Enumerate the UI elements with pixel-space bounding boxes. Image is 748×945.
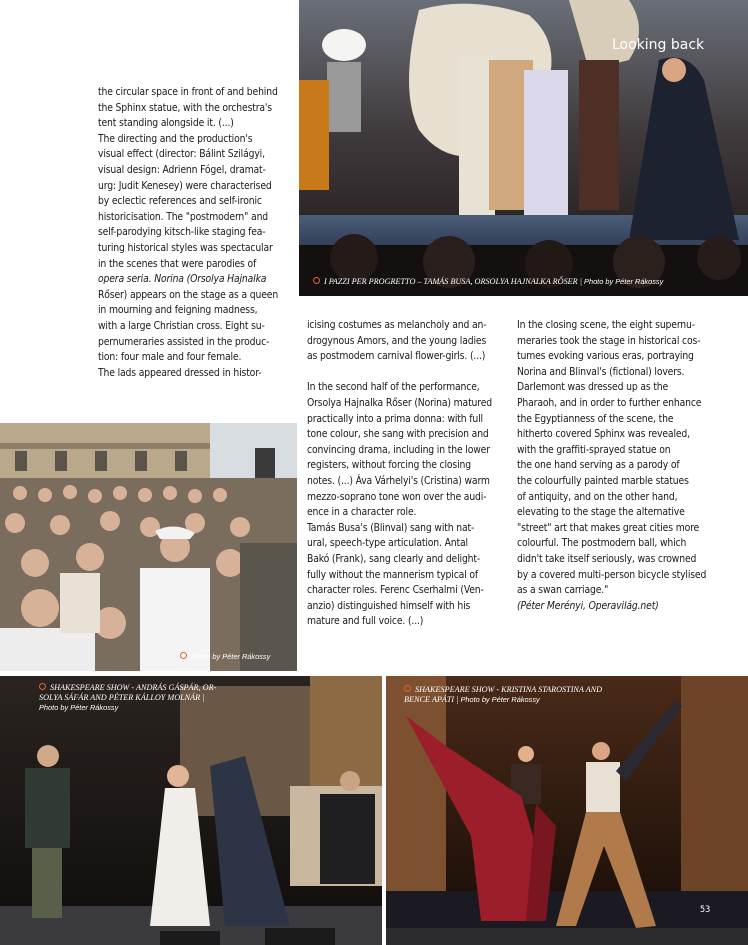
photo-credit: Photo by Péter Rákossy <box>584 277 664 286</box>
text-line: as a swan carriage." <box>517 584 609 597</box>
photo-credit: Photo by Péter Rákossy <box>39 703 119 712</box>
text-line: Rőser) appears on the stage as a queen <box>98 288 279 301</box>
text-line: notes. (...) Áva Várhelyi's (Cristina) warm <box>307 474 490 487</box>
text-line: Bakó (Frank), sang clearly and delight- <box>307 552 481 565</box>
text-line: tumes evoking various eras, portraying <box>517 350 694 363</box>
text-line: convincing drama, including in the lower <box>307 443 490 456</box>
photo-credit: Photo by Péter Rákossy <box>460 695 540 704</box>
text-line: visual design: Adrienn Fógel, dramat- <box>98 163 266 176</box>
text-line: ence in a character role. <box>307 506 417 519</box>
text-line: registers, without forcing the closing <box>307 459 471 472</box>
text-line: ural, speech-type articulation. Antal <box>307 537 468 550</box>
caption-bottom-left: SHAKESPEARE SHOW - ANDRÁS GÁSPÁR, OR- SOLYA SÁFÁR AND PÉTER KÁLLOY MOLNÁR | Photo by Péter Rákossy <box>39 683 299 713</box>
caption-bullet-icon <box>404 685 411 692</box>
attribution: (Péter Merényi, Operavilág.net) <box>517 599 659 612</box>
text-column-right <box>517 318 742 614</box>
text-line: with a large Christian cross. Eight su- <box>98 319 265 332</box>
text-line: elevating to the stage the alternative <box>517 506 685 519</box>
text-line: urg: Judit Kenesey) were characterised <box>98 179 272 192</box>
caption-bullet-icon <box>313 277 320 284</box>
text-line: In the second half of the performance, <box>307 381 480 394</box>
text-line: as postmodern carnival flower-girls. (...) <box>307 350 486 363</box>
text-line: visual effect (director: Bálint Szilágyi, <box>98 148 265 161</box>
photo-credit: Photo by Péter Rákossy <box>191 652 271 661</box>
audience-photo <box>0 423 297 671</box>
text-line: hitherto covered Sphinx was revealed, <box>517 428 690 441</box>
text-column-left <box>98 85 293 381</box>
text-line: the colourfully painted marble statues <box>517 474 689 487</box>
text-line: tion: four male and four female. <box>98 351 242 364</box>
text-line: the one hand serving as a parody of <box>517 459 680 472</box>
page-number: 53 <box>700 905 711 915</box>
text-line: self-parodying kitsch-like staging fea- <box>98 226 266 239</box>
text-column-middle <box>307 318 507 630</box>
text-line: didn't take itself seriously, was crowned <box>517 552 697 565</box>
section-tag: Looking back <box>612 37 705 53</box>
caption-bullet-icon <box>180 652 187 659</box>
stage-photo-shakespeare-right <box>386 676 748 945</box>
text-line: anzio) distinguished himself with his <box>307 599 471 612</box>
text-line: In the closing scene, the eight supernu- <box>517 319 695 331</box>
text-line: by a covered multi-person bicycle stylised <box>517 568 707 581</box>
text-line: "street" art that makes great cities more <box>517 521 700 534</box>
text-line: Norina and Blinval's (fictional) lovers. <box>517 365 685 378</box>
text-line: pernumeraries assisted in the produc- <box>98 335 270 348</box>
caption-top-photo: I PAZZI PER PROGRETTO – TAMÁS BUSA, ORSOLYA HAJNALKA RŐSER | Photo by Péter Rákossy <box>313 277 743 287</box>
text-line: character roles. Ferenc Cserhalmi (Ven- <box>307 584 484 597</box>
text-line: The lads appeared dressed in histor- <box>98 366 262 379</box>
text-line: Darlemont was dressed up as the <box>517 381 669 394</box>
text-line: in mourning and feigning madness, <box>98 304 258 317</box>
text-line: mature and full voice. (...) <box>307 615 424 628</box>
text-line: icising costumes as melancholy and an- <box>307 319 487 331</box>
caption-bottom-right: SHAKESPEARE SHOW - KRISTINA STAROSTINA AND BENCE APÁTI | Photo by Péter Rákossy <box>404 685 603 704</box>
text-line: turing historical styles was spectacular <box>98 241 273 254</box>
text-line: fully without the mannerism typical of <box>307 568 479 581</box>
text-line: drogynous Amors, and the young ladies <box>307 334 487 347</box>
text-line: meraries took the stage in historical cos- <box>517 334 701 347</box>
caption-audience-photo <box>180 652 270 662</box>
stage-photo-shakespeare-left <box>0 676 382 945</box>
text-line: Orsolya Hajnalka Rőser (Norina) matured <box>307 396 492 409</box>
text-line: The directing and the production's <box>98 132 253 145</box>
text-line: colourful. The postmodern ball, which <box>517 537 687 550</box>
text-line: Tamás Busa's (Blinval) sang with nat- <box>307 521 475 534</box>
text-line: the Sphinx statue, with the orchestra's <box>98 101 272 114</box>
caption-bullet-icon <box>39 683 46 690</box>
text-line: tone colour, she sang with precision and <box>307 428 489 441</box>
text-line: the Egyptianness of the scene, the <box>517 412 674 425</box>
text-line: with the graffiti-sprayed statue on <box>517 443 671 456</box>
text-line: in the scenes that were parodies of <box>98 257 257 270</box>
text-line: historicisation. The "postmodern" and <box>98 210 269 223</box>
text-line: by eclectic references and self-ironic <box>98 195 262 208</box>
text-line: the circular space in front of and behind <box>98 86 278 98</box>
text-line: tent standing alongside it. (...) <box>98 117 234 130</box>
text-line: opera seria. Norina (Orsolya Hajnalka <box>98 273 267 286</box>
text-line: mezzo-soprano tone won over the audi- <box>307 490 487 503</box>
text-line: practically into a prima donna: with full <box>307 412 483 425</box>
text-line: Pharaoh, and in order to further enhance <box>517 396 702 409</box>
text-line: of antiquity, and on the other hand, <box>517 490 678 503</box>
